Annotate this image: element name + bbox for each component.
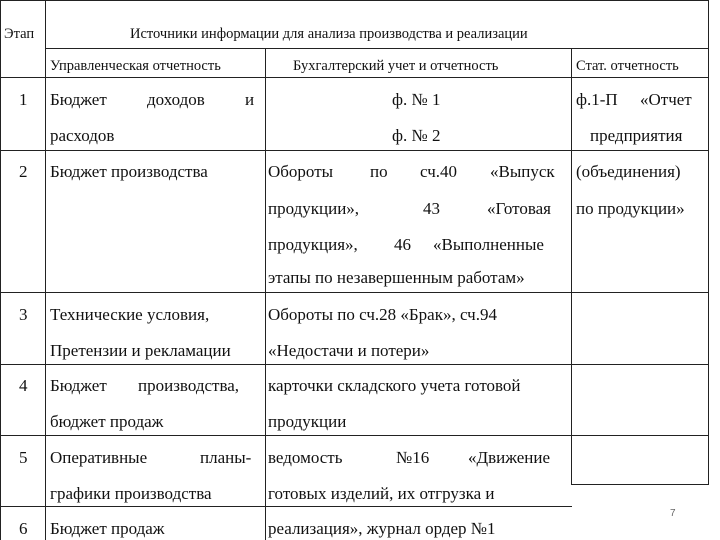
grid-line <box>0 435 709 436</box>
cell-text: продукция», <box>268 235 358 254</box>
cell-text: Бюджет производства <box>50 162 208 181</box>
grid-line <box>0 0 1 540</box>
cell-text: производства, <box>138 376 240 395</box>
cell-text: доходов <box>147 90 205 109</box>
header-col-stat: Стат. отчетность <box>576 58 679 74</box>
cell-text: бюджет продаж <box>50 412 164 431</box>
cell-text: ф.1-П <box>576 90 618 109</box>
cell-text: Бюджет продаж <box>50 519 165 538</box>
cell-text: планы- <box>200 448 252 467</box>
cell-text: Бюджет <box>50 90 107 109</box>
cell-text: Оперативные <box>50 448 148 467</box>
cell-text: расходов <box>50 126 115 145</box>
grid-line <box>0 292 709 293</box>
cell-text: «Выпуск <box>490 162 555 181</box>
cell-text: по продукции» <box>576 199 685 218</box>
cell-text: 43 <box>423 199 440 218</box>
cell-text: графики производства <box>50 484 212 503</box>
cell-text: «Выполненные <box>433 235 544 254</box>
cell-text: Бюджет <box>50 376 107 395</box>
cell-text: по <box>370 162 388 181</box>
cell-text: предприятия <box>590 126 683 145</box>
grid-line <box>0 150 709 151</box>
row-number: 1 <box>19 90 28 109</box>
grid-line <box>265 48 266 540</box>
cell-text: ведомость <box>268 448 343 467</box>
row-number: 5 <box>19 448 28 467</box>
cell-text: №16 <box>396 448 430 467</box>
cell-text: продукции <box>268 412 347 431</box>
grid-line <box>571 48 572 484</box>
cell-text: карточки складского учета готовой <box>268 376 521 395</box>
cell-text: 46 <box>394 235 411 254</box>
cell-text: готовых изделий, их отгрузка и <box>268 484 495 503</box>
grid-line <box>571 484 709 485</box>
cell-text: этапы по незавершенным работам» <box>268 268 525 287</box>
cell-text: сч.40 <box>420 162 458 181</box>
grid-line <box>708 0 709 484</box>
grid-line <box>45 48 709 49</box>
header-stage: Этап <box>4 26 35 42</box>
cell-text: Технические условия, <box>50 305 210 324</box>
grid-line <box>45 0 46 540</box>
cell-text: ф. № 2 <box>392 126 441 145</box>
cell-text: «Недостачи и потери» <box>268 341 430 360</box>
row-number: 6 <box>19 519 28 538</box>
row-number: 3 <box>19 305 28 324</box>
cell-text: и <box>245 90 255 109</box>
header-sources: Источники информации для анализа производства и реализации <box>130 26 528 42</box>
grid-line <box>0 506 572 507</box>
grid-line <box>0 364 709 365</box>
grid-line <box>0 0 709 1</box>
cell-text: ф. № 1 <box>392 90 441 109</box>
cell-text: «Готовая <box>487 199 551 218</box>
row-number: 2 <box>19 162 28 181</box>
page-number: 7 <box>670 508 676 519</box>
cell-text: (объединения) <box>576 162 681 181</box>
header-col-accounting: Бухгалтерский учет и отчетность <box>293 58 499 74</box>
cell-text: продукции», <box>268 199 360 218</box>
cell-text: «Отчет <box>640 90 692 109</box>
cell-text: «Движение <box>468 448 551 467</box>
cell-text: Обороты по сч.28 «Брак», сч.94 <box>268 305 497 324</box>
cell-text: Обороты <box>268 162 334 181</box>
header-col-management: Управленческая отчетность <box>50 58 221 74</box>
cell-text: реализация», журнал ордер №1 <box>268 519 496 538</box>
grid-line <box>0 77 709 78</box>
row-number: 4 <box>19 376 28 395</box>
cell-text: Претензии и рекламации <box>50 341 231 360</box>
